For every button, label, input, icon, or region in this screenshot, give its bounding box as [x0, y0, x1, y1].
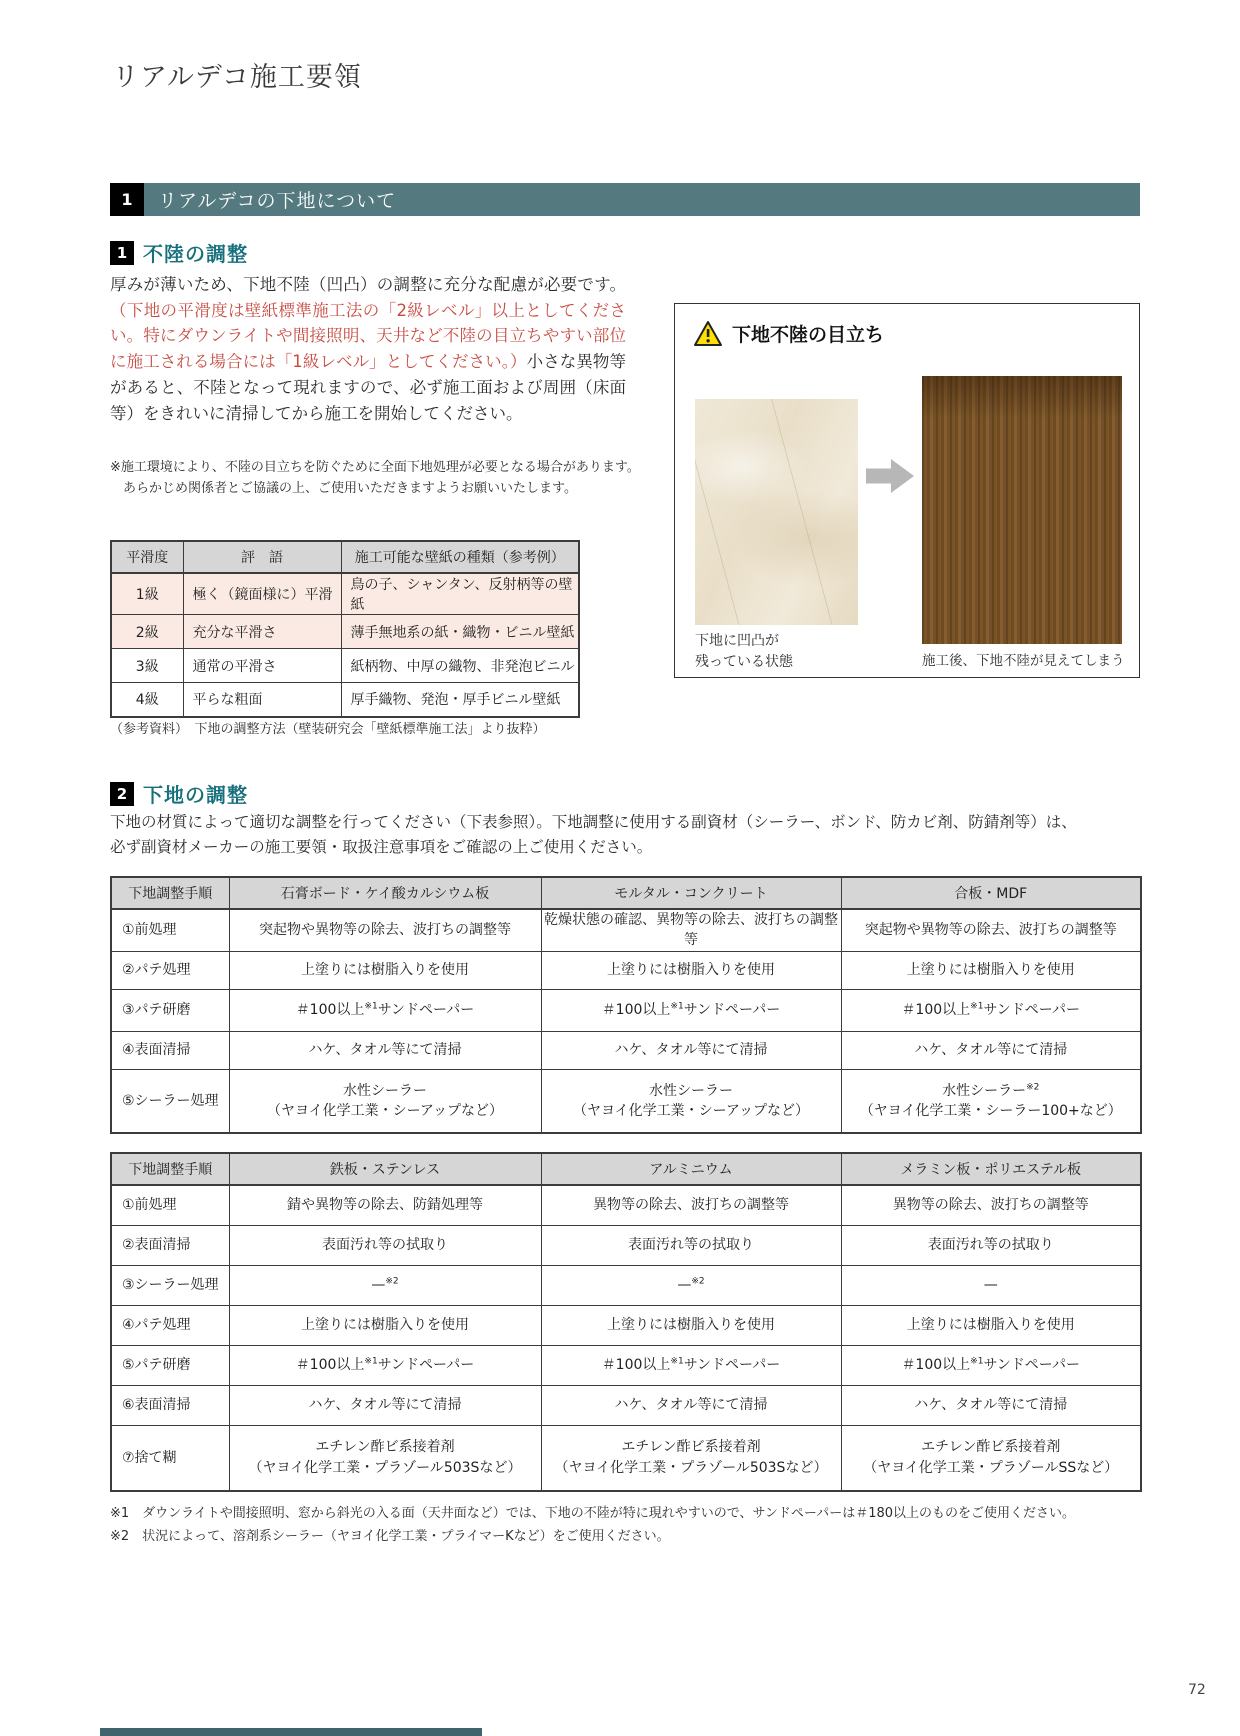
table-row: ④パテ処理 上塗りには樹脂入りを使用 上塗りには樹脂入りを使用 上塗りには樹脂入りを使用 — [111, 1305, 1141, 1345]
body-text: 小さな異物等があると、不陸となって現れますので、必ず施工面および周囲（床面等）をきれいに清掃してから施工を開始してください。 — [110, 352, 627, 423]
table-row: 3級 通常の平滑さ 紙柄物、中厚の織物、非発泡ビニル — [111, 649, 579, 683]
table-row: ⑤パテ研磨 ＃100以上$^{※1}$サンドペーパー ＃100以上$^{※1}$サンドペーパー ＃100以上$^{※1}$サンドペーパー — [111, 1345, 1141, 1385]
table-row: ③シーラー処理 —$^{※2}$ —$^{※2}$ — — [111, 1265, 1141, 1305]
subsection-1-heading — [110, 238, 248, 267]
body-text: 厚みが薄いため、下地不陸（凹凸）の調整に充分な配慮が必要です。 — [110, 275, 626, 294]
page-number: 72 — [1188, 1682, 1206, 1698]
table-row: ①前処理 錆や異物等の除去、防錆処理等 異物等の除去、波打ちの調整等 異物等の除去、波打ちの調整等 — [111, 1185, 1141, 1225]
column-header: 平滑度 — [111, 541, 183, 573]
photo-caption-right: 施工後、下地不陸が見えてしまう — [922, 653, 1125, 669]
reference-note: （参考資料） 下地の調整方法（壁装研究会「壁紙標準施工法」より抜粋） — [110, 722, 546, 737]
table-row: ⑥表面清掃 ハケ、タオル等にて清掃 ハケ、タオル等にて清掃 ハケ、タオル等にて清掃 — [111, 1385, 1141, 1425]
warning-triangle-icon — [693, 320, 723, 347]
intro-line: 下地の材質によって適切な調整を行ってください（下表参照）。下地調整に使用する副資材（シーラー、ボンド、防カビ剤、防錆剤等）は、 — [110, 813, 1077, 831]
body-paragraph — [110, 272, 626, 426]
note-line: あらかじめ関係者とご協議の上、ご使用いただきますようお願いいたします。 — [123, 481, 577, 497]
table-row: ④表面清掃 ハケ、タオル等にて清掃 ハケ、タオル等にて清掃 ハケ、タオル等にて清掃 — [111, 1031, 1141, 1069]
footnote-2: ※2 状況によって、溶剤系シーラー（ヤヨイ化学工業・プライマーKなど）をご使用ください。 — [110, 1529, 670, 1545]
table-row: ③パテ研磨 ＃100以上$^{※1}$サンドペーパー ＃100以上$^{※1}$サンドペーパー ＃100以上$^{※1}$サンドペーパー — [111, 989, 1141, 1031]
substrate-adjustment-table-metals — [110, 1152, 1142, 1492]
unevenness-callout-box — [674, 303, 1140, 678]
note-line: ※施工環境により、不陸の目立ちを防ぐために全面下地処理が必要となる場合があります。 — [110, 460, 640, 475]
photo-caption-left: 下地に凹凸が 残っている状態 — [695, 633, 793, 670]
page-title: リアルデコ施工要領 — [112, 62, 362, 93]
smoothness-table — [110, 540, 580, 718]
section-2-intro — [110, 810, 1145, 860]
subsection-title: 不陸の調整 — [143, 242, 248, 266]
footnote-1: ※1 ダウンライトや間接照明、窓から斜光の入る面（天井面など）では、下地の不陸が特に現れやすいので、サンドペーパーは＃180以上のものをご使用ください。 — [110, 1506, 1076, 1521]
callout-header — [693, 320, 884, 347]
substrate-adjustment-table-boards — [110, 876, 1142, 1134]
warning-text: （下地の平滑度は壁紙標準施工法の「2級レベル」以上としてください。特にダウンライトや間接照明、天井など不陸の目立ちやすい部位に施工される場合には「1級レベル」としてください。） — [110, 300, 626, 372]
table-header-row — [111, 1153, 1141, 1185]
table-row: ①前処理 突起物や異物等の除去、波打ちの調整等 乾燥状態の確認、異物等の除去、波打ちの調整等 突起物や異物等の除去、波打ちの調整等 — [111, 909, 1141, 951]
substrate-table-2-container — [110, 1152, 1142, 1492]
column-header: モルタル・コンクリート — [541, 877, 841, 909]
subsection-title: 下地の調整 — [143, 783, 248, 807]
column-header: 施工可能な壁紙の種類（参考例） — [341, 541, 579, 573]
intro-line: 必ず副資材メーカーの施工要領・取扱注意事項をご確認の上ご使用ください。 — [110, 837, 653, 856]
column-header: 下地調整手順 — [111, 1153, 229, 1185]
subsection-number-badge: 1 — [110, 241, 134, 265]
smoothness-table-container — [110, 540, 580, 718]
callout-title: 下地不陸の目立ち — [732, 324, 885, 346]
table-row: 2級 充分な平滑さ 薄手無地系の紙・織物・ビニル壁紙 — [111, 615, 579, 649]
column-header: 評 語 — [183, 541, 341, 573]
table-row: ②パテ処理 上塗りには樹脂入りを使用 上塗りには樹脂入りを使用 上塗りには樹脂入りを使用 — [111, 951, 1141, 989]
right-arrow-icon — [866, 459, 914, 493]
finished-wall-photo — [922, 376, 1122, 644]
column-header: メラミン板・ポリエステル板 — [841, 1153, 1141, 1185]
column-header: 合板・MDF — [841, 877, 1141, 909]
bottom-accent-bar — [100, 1728, 482, 1736]
subsection-2-heading — [110, 779, 248, 808]
column-header: 石膏ボード・ケイ酸カルシウム板 — [229, 877, 541, 909]
table-header-row — [111, 877, 1141, 909]
table-row: ⑦捨て糊 エチレン酢ビ系接着剤 （ヤヨイ化学工業・プラゾール503Sなど） エチレン酢ビ系接着剤 （ヤヨイ化学工業・プラゾール503Sなど） エチレン酢ビ系接着剤 （ヤヨイ化学工業・プラゾールSSなど） — [111, 1425, 1141, 1491]
subsection-number-badge: 2 — [110, 782, 134, 806]
table-row: 1級 極く（鏡面様に）平滑 鳥の子、シャンタン、反射柄等の壁紙 — [111, 573, 579, 615]
table-row: ②表面清掃 表面汚れ等の拭取り 表面汚れ等の拭取り 表面汚れ等の拭取り — [111, 1225, 1141, 1265]
column-header: 下地調整手順 — [111, 877, 229, 909]
substrate-table-1-container — [110, 876, 1142, 1134]
section-1-header — [110, 183, 1140, 216]
section-title: リアルデコの下地について — [144, 183, 1140, 216]
table-row: 4級 平らな粗面 厚手織物、発泡・厚手ビニル壁紙 — [111, 683, 579, 717]
column-header: 鉄板・ステンレス — [229, 1153, 541, 1185]
footnote-block — [110, 457, 680, 500]
section-number-badge: 1 — [110, 183, 144, 216]
column-header: アルミニウム — [541, 1153, 841, 1185]
uneven-substrate-photo — [695, 399, 858, 625]
table-row: ⑤シーラー処理 水性シーラー （ヤヨイ化学工業・シーアップなど） 水性シーラー （ヤヨイ化学工業・シーアップなど） 水性シーラー$^{※2}$ （ヤヨイ化学工業・シーラー100+など） — [111, 1069, 1141, 1133]
table-header-row — [111, 541, 579, 573]
footnotes-block — [110, 1502, 1075, 1549]
